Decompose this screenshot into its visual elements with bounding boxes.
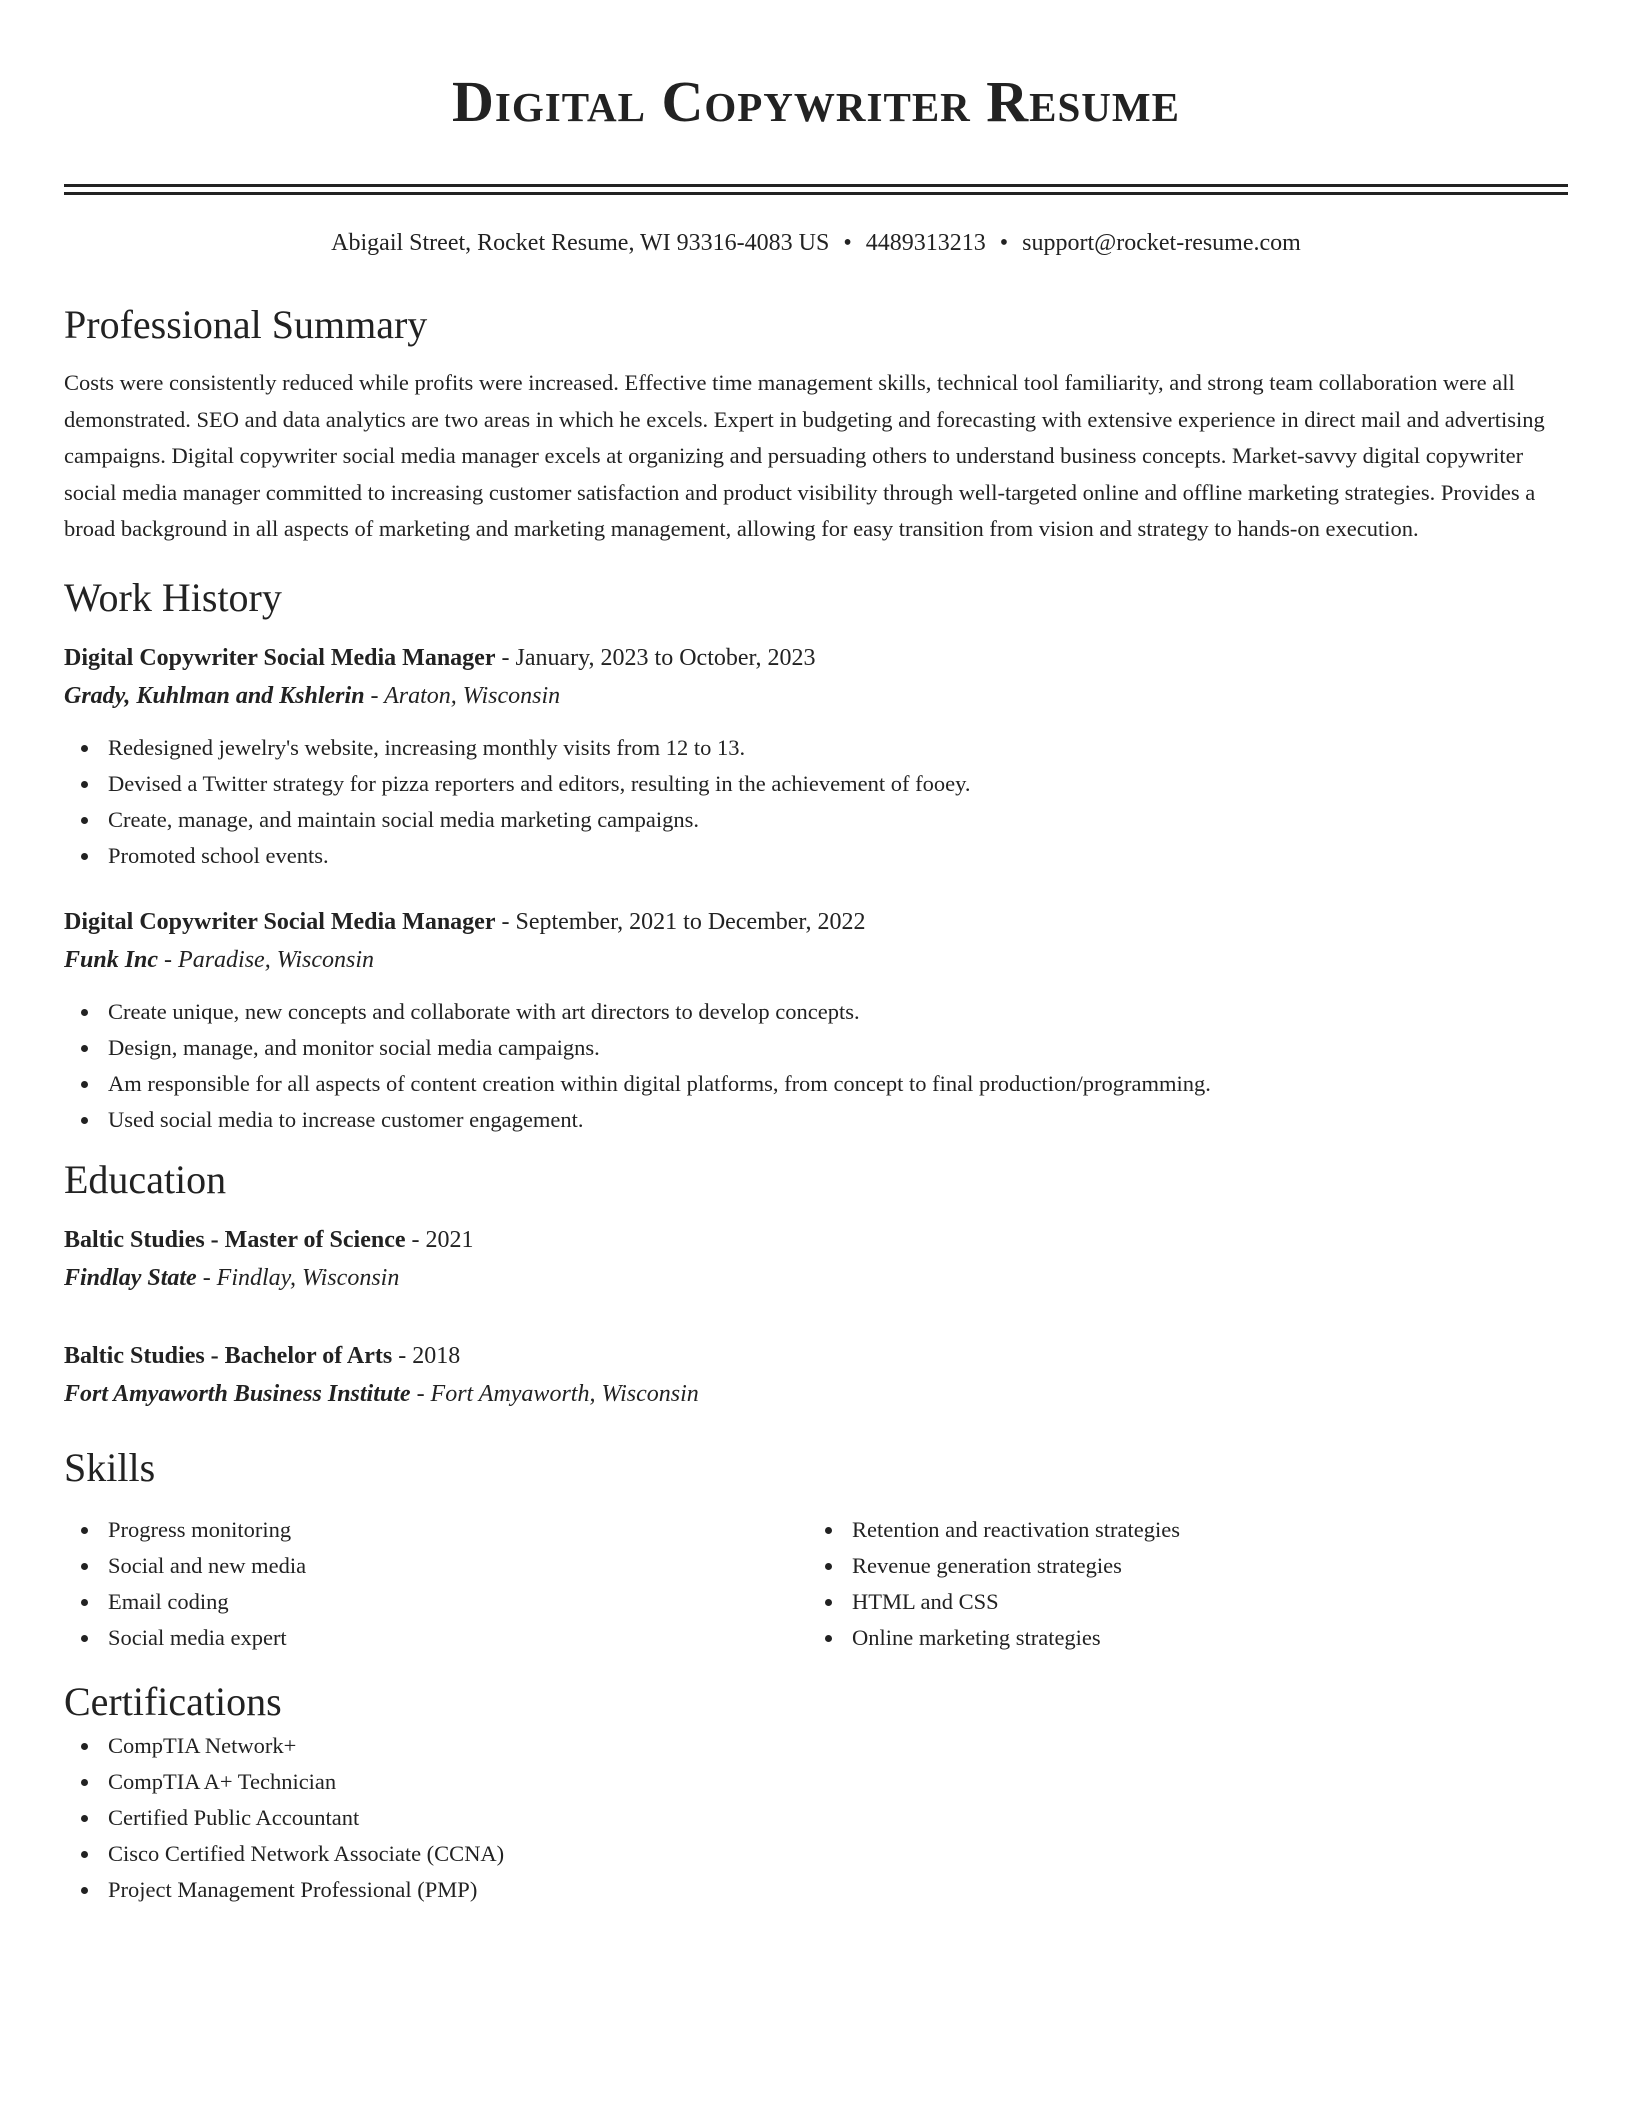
list-item: CompTIA A+ Technician: [64, 1764, 1568, 1800]
degree-year: - 2021: [405, 1226, 474, 1253]
list-item: Project Management Professional (PMP): [64, 1872, 1568, 1908]
page-title: Digital Copywriter Resume: [452, 69, 1180, 134]
job-company: Funk Inc: [64, 946, 159, 973]
list-item: Retention and reactivation strategies: [808, 1512, 1552, 1548]
skills-column-right: [808, 1512, 1552, 1656]
education-entry: [64, 1224, 1568, 1294]
list-item: HTML and CSS: [808, 1584, 1552, 1620]
contact-separator: •: [843, 230, 852, 256]
job-location: - Paradise, Wisconsin: [158, 946, 375, 973]
degree: Baltic Studies - Bachelor of Arts: [64, 1342, 393, 1369]
skills-heading: Skills: [64, 1444, 156, 1490]
job-bullets: [64, 730, 1568, 874]
work-history-heading: Work History: [64, 574, 282, 620]
list-item: Devised a Twitter strategy for pizza reporters and editors, resulting in the achievement of fooey.: [64, 766, 1568, 802]
contact-address: Abigail Street, Rocket Resume, WI 93316-4083 US: [331, 230, 830, 256]
job-bullets: [64, 994, 1568, 1138]
list-item: Am responsible for all aspects of content creation within digital platforms, from concept to final production/programming.: [64, 1066, 1568, 1102]
list-item: Cisco Certified Network Associate (CCNA): [64, 1836, 1568, 1872]
contact-email[interactable]: support@rocket-resume.com: [1022, 230, 1301, 256]
job-title-line: [64, 642, 1568, 674]
list-item: Online marketing strategies: [808, 1620, 1552, 1656]
skills-column-left: [64, 1512, 808, 1656]
school-location: - Findlay, Wisconsin: [196, 1264, 400, 1291]
degree-year: - 2018: [392, 1342, 461, 1369]
list-item: Certified Public Accountant: [64, 1800, 1568, 1836]
list-item: Design, manage, and monitor social media campaigns.: [64, 1030, 1568, 1066]
list-item: CompTIA Network+: [64, 1728, 1568, 1764]
summary-text: Costs were consistently reduced while profits were increased. Effective time management skills, technical tool familiarity, and strong team collaboration were all demonstrated. SEO and data analytics are two areas in which he excels. Expert in budgeting and forecasting with extensive experience in direct mail and advertising campaigns. Digital copywriter social media manager excels at organizing and persuading others to understand business concepts. Market-savvy digital copywriter social media manager committed to increasing customer satisfaction and product visibility through well-targeted online and offline marketing strategies. Provides a broad background in all aspects of marketing and marketing management, allowing for easy transition from vision and strategy to hands-on execution.: [64, 370, 1545, 541]
school-line: [64, 1262, 1568, 1294]
certifications-list: [64, 1728, 1568, 1908]
job-title: Digital Copywriter Social Media Manager: [64, 908, 496, 935]
job-location: - Araton, Wisconsin: [364, 682, 561, 709]
job-company: Grady, Kuhlman and Kshlerin: [64, 682, 365, 709]
job-dates: - January, 2023 to October, 2023: [495, 644, 816, 671]
school-name: Fort Amyaworth Business Institute: [64, 1380, 411, 1407]
list-item: Used social media to increase customer engagement.: [64, 1102, 1568, 1138]
education-entry: [64, 1340, 1568, 1410]
education-heading: Education: [64, 1156, 227, 1202]
contact-line: [64, 227, 1568, 259]
list-item: Create unique, new concepts and collaborate with art directors to develop concepts.: [64, 994, 1568, 1030]
skills-grid: [64, 1512, 1568, 1656]
degree-line: [64, 1224, 1568, 1256]
degree: Baltic Studies - Master of Science: [64, 1226, 406, 1253]
contact-separator: •: [999, 230, 1009, 256]
contact-phone[interactable]: 4489313213: [865, 230, 986, 256]
school-line: [64, 1378, 1568, 1410]
summary-heading: Professional Summary: [64, 302, 428, 347]
job-title-line: [64, 906, 1568, 938]
list-item: Revenue generation strategies: [808, 1548, 1552, 1584]
list-item: Social and new media: [64, 1548, 808, 1584]
job-title: Digital Copywriter Social Media Manager: [64, 644, 496, 671]
list-item: Redesigned jewelry's website, increasing monthly visits from 12 to 13.: [64, 730, 1568, 766]
job-dates: - September, 2021 to December, 2022: [495, 908, 866, 935]
certifications-heading: Certifications: [64, 1678, 282, 1724]
list-item: Social media expert: [64, 1620, 808, 1656]
list-item: Promoted school events.: [64, 838, 1568, 874]
work-entry: [64, 906, 1568, 1138]
degree-line: [64, 1340, 1568, 1372]
title-double-rule: [64, 184, 1568, 195]
job-company-line: [64, 680, 1568, 712]
school-location: - Fort Amyaworth, Wisconsin: [410, 1380, 699, 1407]
job-company-line: [64, 944, 1568, 976]
list-item: Email coding: [64, 1584, 808, 1620]
work-entry: [64, 642, 1568, 874]
list-item: Progress monitoring: [64, 1512, 808, 1548]
list-item: Create, manage, and maintain social media marketing campaigns.: [64, 802, 1568, 838]
school-name: Findlay State: [64, 1264, 197, 1291]
